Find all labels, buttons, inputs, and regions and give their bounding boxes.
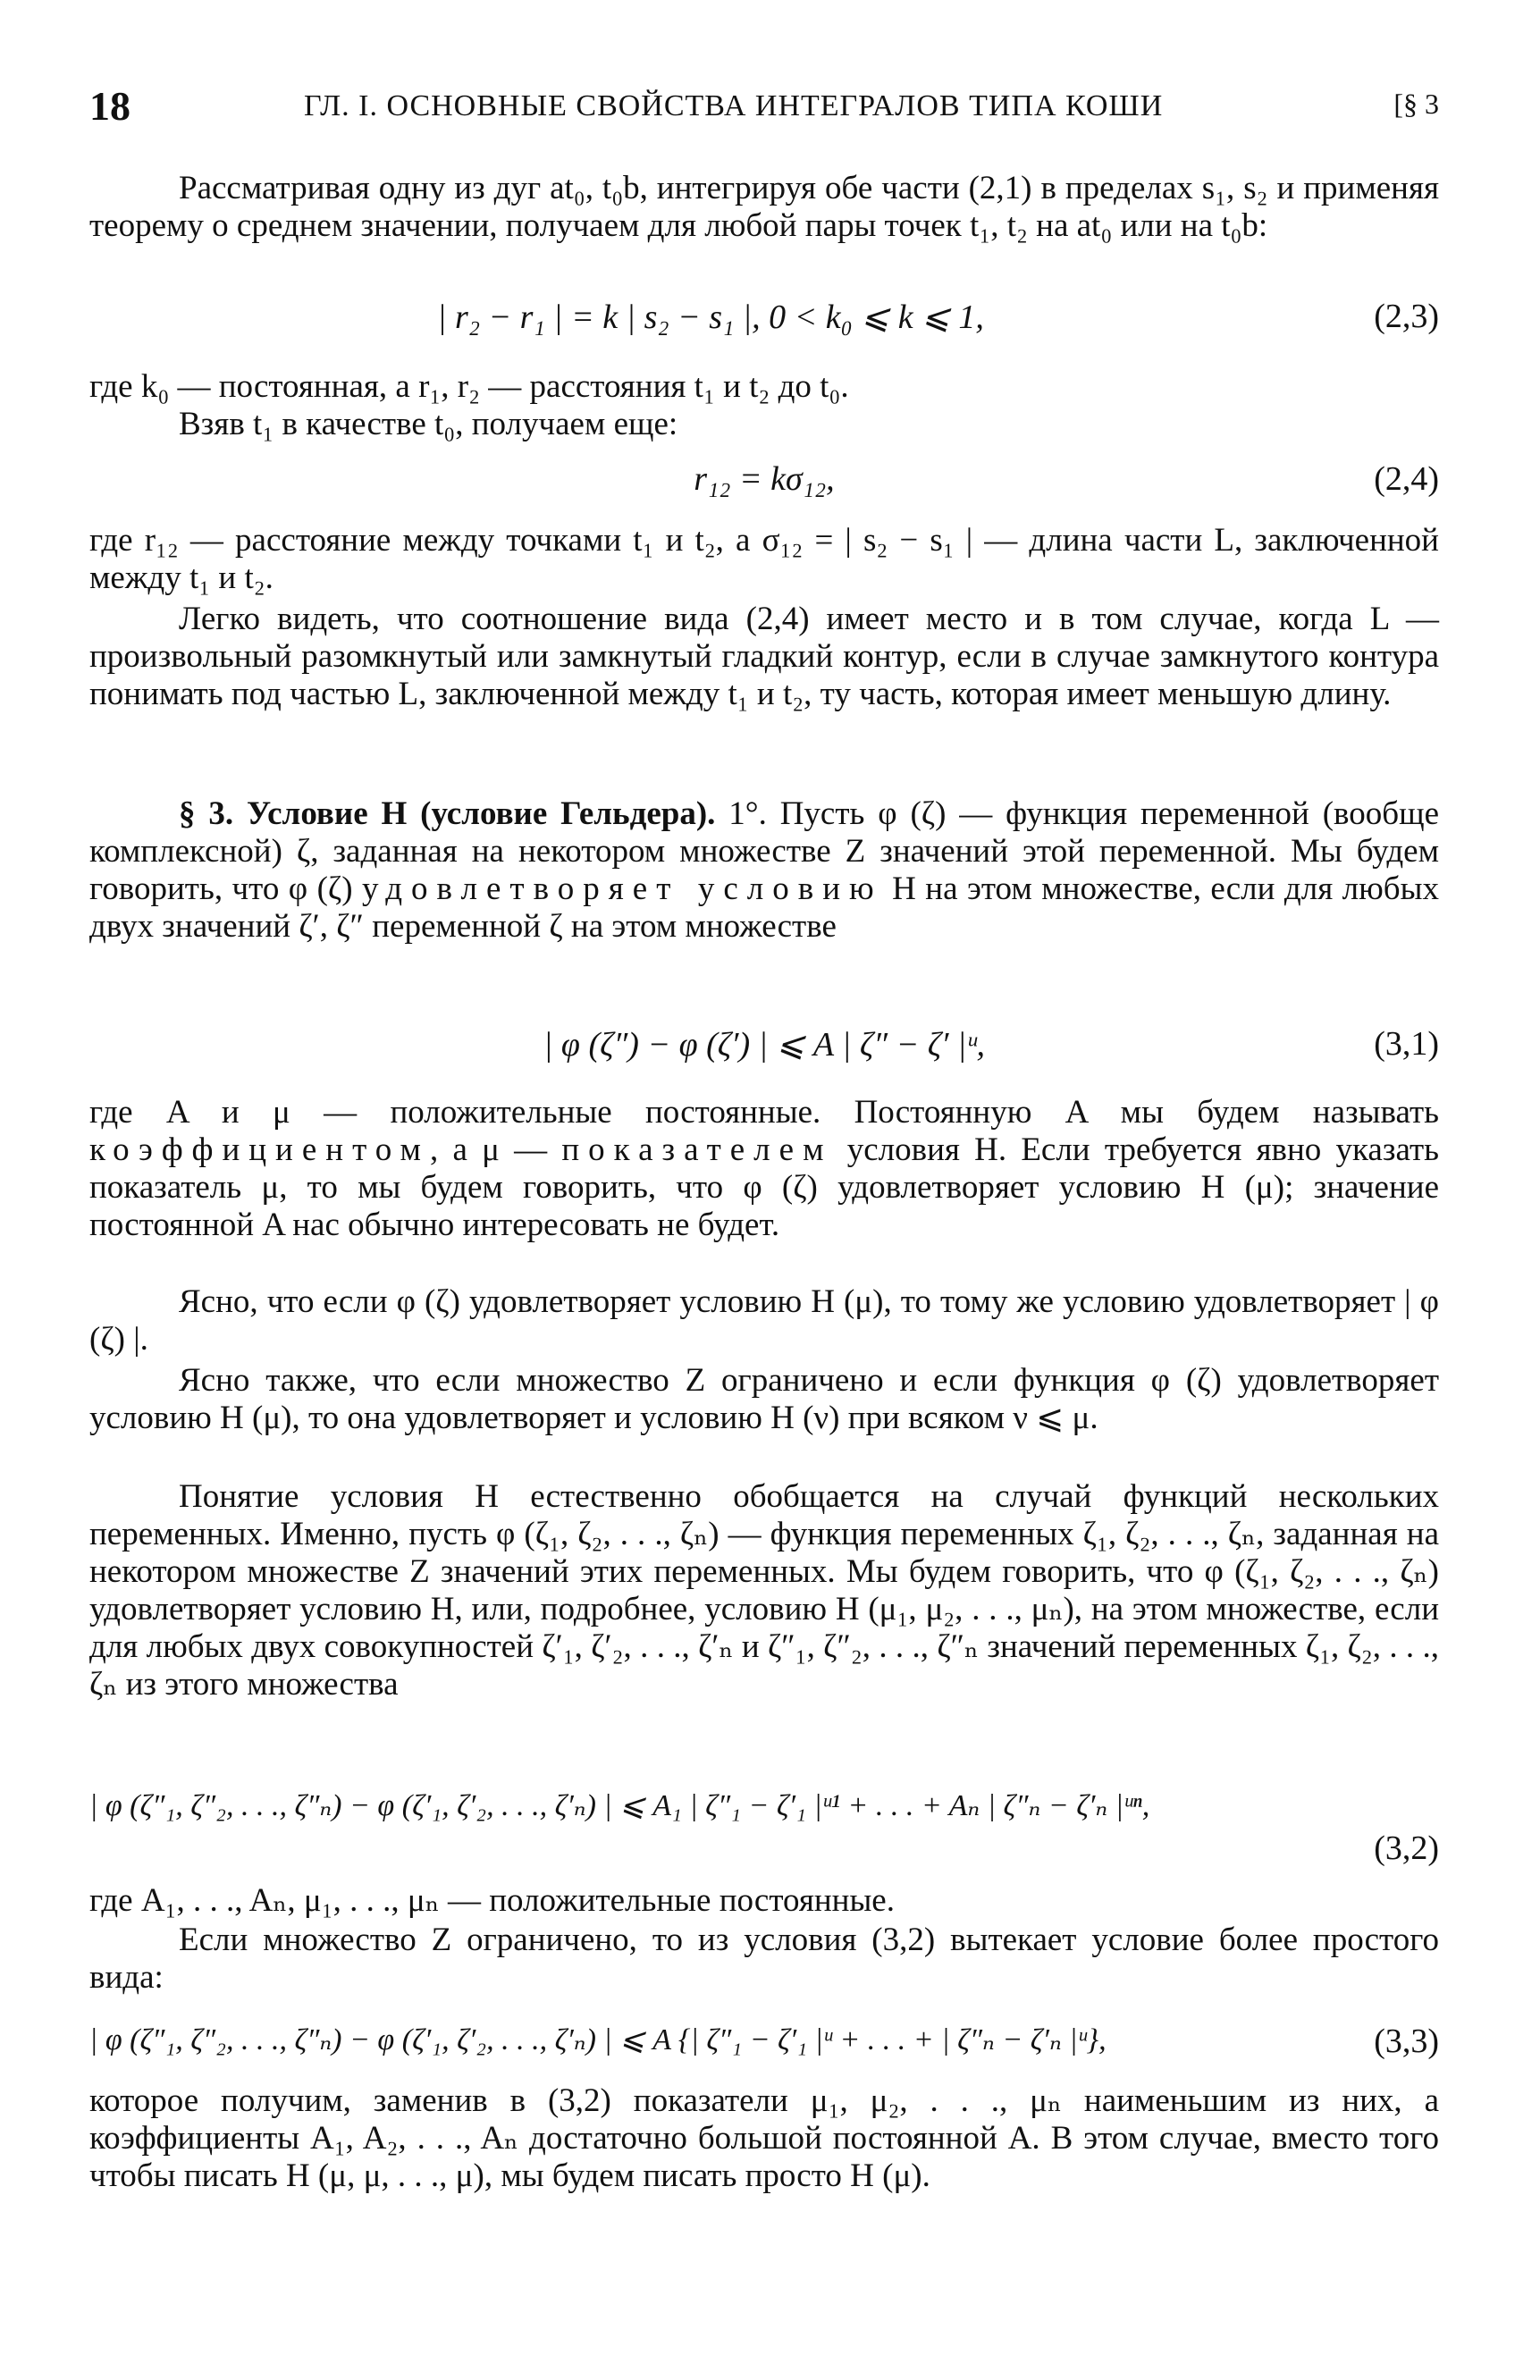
equation-2-4-number: (2,4) [1374, 460, 1439, 498]
p6-text-c: условия H. Если требуется явно указать показатель μ, то мы будем говорить, что φ (ζ) удовлетворяет условию H (μ); значение постоянной A нас обычно интересовать не будет. [89, 1131, 1439, 1243]
page-header [89, 82, 1439, 127]
section-3-text-a: 1°. Пусть φ (ζ) — функция переменной (вообще комплексной) ζ, заданная на некотором множестве Z значений этой переменной. Мы будем говорить, что φ (ζ) [89, 795, 1439, 907]
equation-3-3-formula: | φ (ζ″₁, ζ″₂, . . ., ζ″ₙ) − φ (ζ′₁, ζ′₂, . . ., ζ′ₙ) | ⩽ A {| ζ″₁ − ζ′₁ |ᵘ + . . . + | ζ″ₙ − ζ′ₙ |ᵘ}, [89, 2023, 1107, 2056]
equation-3-2 [89, 1787, 1439, 1868]
section-3-spaced-term: удовлетворяет условию [362, 870, 883, 907]
paragraph-k0-definition: где k₀ — постоянная, а r₁, r₂ — расстояния t₁ и t₂ до t₀. [89, 368, 849, 405]
section-3-heading: § 3. Условие H (условие Гельдера). [179, 795, 716, 832]
p6-text-b: , а μ — [429, 1131, 562, 1168]
equation-3-2-formula: | φ (ζ″₁, ζ″₂, . . ., ζ″ₙ) − φ (ζ′₁, ζ′₂, . . ., ζ′ₙ) | ⩽ A₁ | ζ″₁ − ζ′₁ |ᵘ¹ + . . . + Aₙ | ζ″ₙ − ζ′ₙ |ᵘⁿ, [89, 1789, 1150, 1822]
running-title: ГЛ. I. ОСНОВНЫЕ СВОЙСТВА ИНТЕГРАЛОВ ТИПА КОШИ [304, 89, 1164, 122]
paragraph-taking-t1: Взяв t₁ в качестве t₀, получаем еще: [179, 406, 678, 442]
equation-3-1-number: (3,1) [1374, 1025, 1439, 1063]
equation-3-1-formula: | φ (ζ″) − φ (ζ′) | ⩽ A | ζ″ − ζ′ |ᵘ, [543, 1026, 986, 1064]
equation-2-4-formula: r₁₂ = kσ₁₂, [694, 460, 835, 498]
equation-3-3-number: (3,3) [1374, 2023, 1439, 2060]
page-number: 18 [89, 83, 130, 129]
paragraph-arcs: Рассматривая одну из дуг at₀, t₀b, интегрируя обе части (2,1) в пределах s₁, s₂ и применяя теорему о среднем значении, получаем для любой пары точек t₁, t₂ на at₀ или на t₀b: [89, 170, 1439, 244]
equation-3-3 [89, 2022, 1439, 2061]
paragraph-r12-definition: где r₁₂ — расстояние между точками t₁ и t₂, а σ₁₂ = | s₂ − s₁ | — длина части L, заключенной между t₁ и t₂. [89, 522, 1439, 596]
paragraph-simpler-form: Если множество Z ограничено, то из условия (3,2) вытекает условие более простого вида: [89, 1922, 1439, 1996]
paragraph-replacing-exponents: которое получим, заменив в (3,2) показатели μ₁, μ₂, . . ., μₙ наименьшим из них, а коэффициенты A₁, A₂, . . ., Aₙ достаточно большой постоянной A. В этом случае, вместо того чтобы писать H (μ, μ, . . ., μ), мы будем писать просто H (μ). [89, 2082, 1439, 2194]
paragraph-several-variables: Понятие условия H естественно обобщается на случай функций нескольких переменных. Именно, пусть φ (ζ₁, ζ₂, . . ., ζₙ) — функция переменных ζ₁, ζ₂, . . ., ζₙ, заданная на некотором множестве Z значений этих переменных. Мы будем говорить, что φ (ζ₁, ζ₂, . . ., ζₙ) удовлетворяет условию H, или, подробнее, условию H (μ₁, μ₂, . . ., μₙ), на этом множестве, если для любых двух совокупностей ζ′₁, ζ′₂, . . ., ζ′ₙ и ζ″₁, ζ″₂, . . ., ζ″ₙ значений переменных ζ₁, ζ₂, . . ., ζₙ из этого множества [89, 1478, 1440, 1703]
paragraph-positive-constants: где A₁, . . ., Aₙ, μ₁, . . ., μₙ — положительные постоянные. [89, 1882, 895, 1919]
equation-2-3 [89, 297, 1439, 336]
equation-2-4 [89, 459, 1439, 499]
p6-text-a: где A и μ — положительные постоянные. Постоянную A мы будем называть [89, 1094, 1439, 1131]
term-coefficient: коэффициентом [89, 1131, 430, 1168]
equation-2-3-number: (2,3) [1374, 298, 1439, 335]
section-mark: [§ 3 [1393, 88, 1439, 120]
section-3-text-b: H на этом множестве, если для любых двух значений ζ′, ζ″ переменной ζ на этом множестве [89, 870, 1439, 945]
equation-3-2-number: (3,2) [1374, 1829, 1439, 1867]
term-exponent: показателем [561, 1131, 833, 1168]
section-3-intro [89, 795, 1439, 946]
paragraph-bounded-set: Ясно также, что если множество Z ограничено и если функция φ (ζ) удовлетворяет условию H (μ), то она удовлетворяет и условию H (ν) при всяком ν ⩽ μ. [89, 1362, 1439, 1436]
paragraph-absolute-value: Ясно, что если φ (ζ) удовлетворяет условию H (μ), то тому же условию удовлетворяет | φ (ζ) |. [89, 1283, 1439, 1358]
paragraph-coefficient-exponent [89, 1094, 1439, 1244]
paragraph-closed-contour: Легко видеть, что соотношение вида (2,4) имеет место и в том случае, когда L — произвольный разомкнутый или замкнутый гладкий контур, если в случае замкнутого контура понимать под частью L, заключенной между t₁ и t₂, ту часть, которая имеет меньшую длину. [89, 601, 1439, 712]
equation-2-3-formula: | r₂ − r₁ | = k | s₂ − s₁ |, 0 < k₀ ⩽ k ⩽ 1, [437, 299, 984, 336]
equation-3-1 [89, 1024, 1439, 1064]
